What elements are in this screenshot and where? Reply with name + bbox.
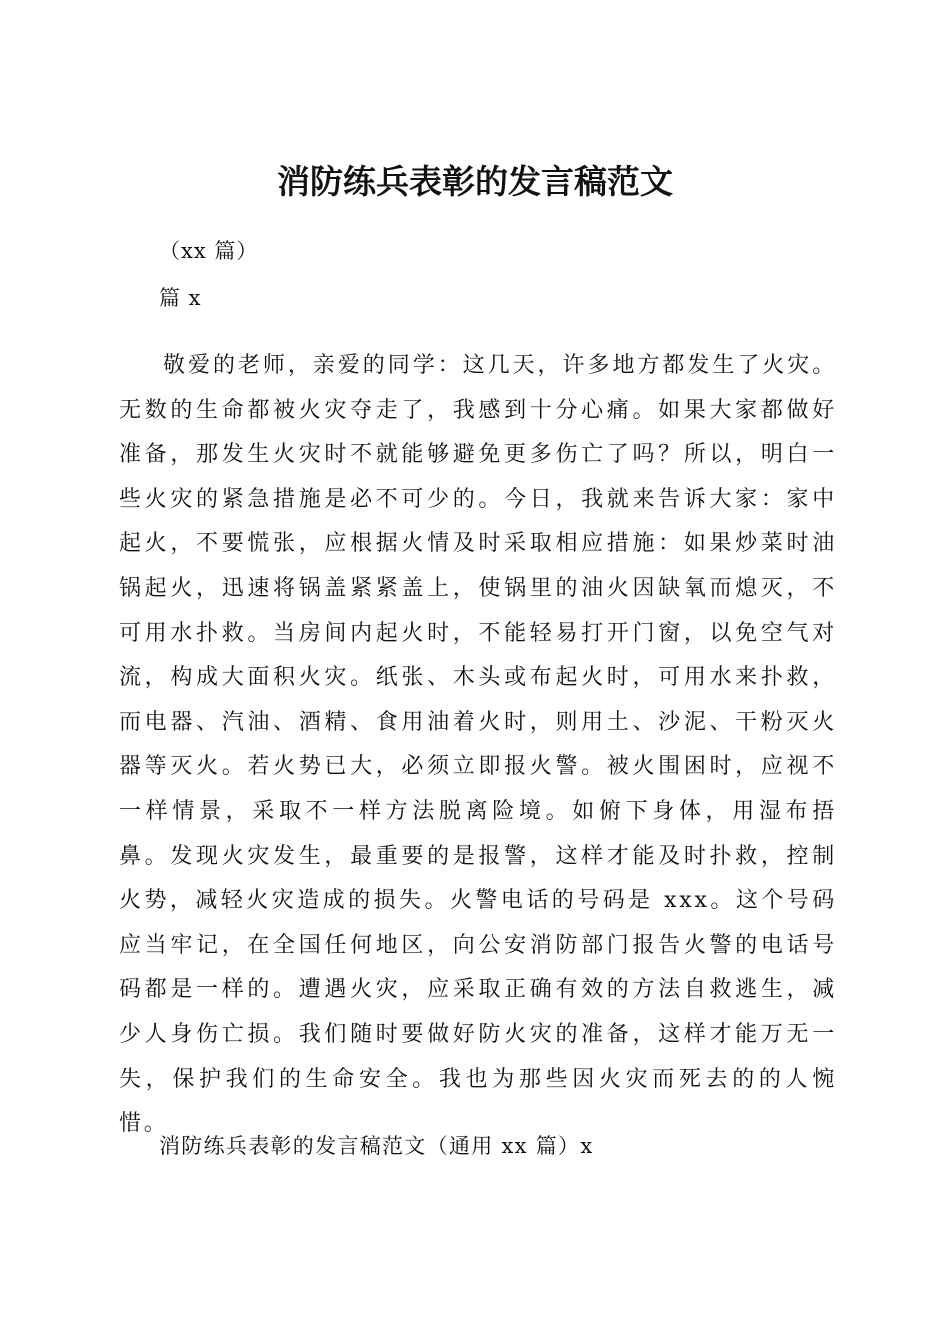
article-count-line: （xx 篇）	[159, 239, 259, 263]
speech-body-paragraph: 敬爱的老师，亲爱的同学：这几天，许多地方都发生了火灾。无数的生命都被火灾夺走了，我感到十分心痛。如果大家都做好准备，那发生火灾时不就能够避免更多伤亡了吗？所以，明白一些火灾的紧急措施是必不可少的。今日，我就来告诉大家：家中起火，不要慌张，应根据火情及时采取相应措施：如果炒菜时油锅起火，迅速将锅盖紧紧盖上，使锅里的油火因缺氧而熄灭，不可用水扑救。当房间内起火时，不能轻易打开门窗，以免空气对流，构成大面积火灾。纸张、木头或布起火时，可用水来扑救，而电器、汽油、酒精、食用油着火时，则用土、沙泥、干粉灭火器等灭火。若火势已大，必须立即报火警。被火围困时，应视不一样情景，采取不一样方法脱离险境。如俯下身体，用湿布捂鼻。发现火灾发生，最重要的是报警，这样才能及时扑救，控制火势，减轻火灾造成的损失。火警电话的号码是 xxx。这个号码应当牢记，在全国任何地区，向公安消防部门报告火警的电话号码都是一样的。遭遇火灾，应采取正确有效的方法自救逃生，减少人身伤亡损。我们随时要做好防火灾的准备，这样才能万无一失，保护我们的生命安全。我也为那些因火灾而死去的的人惋惜。	[119, 353, 837, 1137]
section-label: 篇 x	[159, 286, 202, 310]
document-subtitle-line: 消防练兵表彰的发言稿范文（通用 xx 篇）x	[159, 1134, 594, 1158]
document-title: 消防练兵表彰的发言稿范文	[277, 162, 673, 202]
